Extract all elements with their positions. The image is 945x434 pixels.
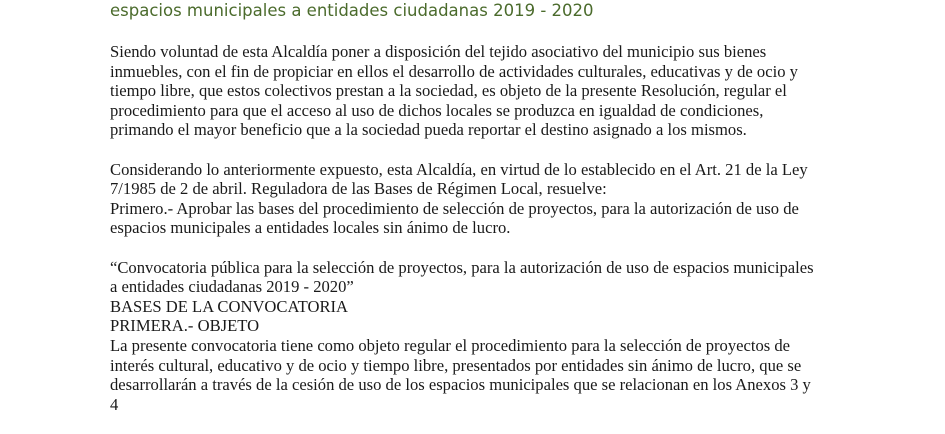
document-title <box>110 0 840 21</box>
text-line: interés cultural, educativo y de ocio y tiempo libre, presentados por entidades sin ánimo de lucro, que se <box>110 355 802 375</box>
text-line: 7/1985 de 2 de abril. Reguladora de las Bases de Régimen Local, resuelve: <box>110 179 607 199</box>
section-heading-bases: BASES DE LA CONVOCATORIA <box>110 296 349 316</box>
text-line: tiempo libre, que estos colectivos prestan a la sociedad, es objeto de la presente Resolución, regular el <box>110 81 787 101</box>
paragraph-resolution <box>110 160 840 238</box>
text-line: “Convocatoria pública para la selección de proyectos, para la autorización de uso de espacios municipales <box>110 257 814 277</box>
paragraph-intro <box>110 42 840 140</box>
text-line: inmuebles, con el fin de propiciar en ellos el desarrollo de actividades culturales, educativas y de ocio y <box>110 61 798 81</box>
text-line: procedimiento para que el acceso al uso de dichos locales se produzca en igualdad de condiciones, <box>110 100 764 120</box>
text-line: primando el mayor beneficio que a la sociedad pueda reportar el destino asignado a los mismos. <box>110 120 747 140</box>
text-line: Primero.- Aprobar las bases del procedimiento de selección de proyectos, para la autorización de uso de <box>110 198 799 218</box>
paragraph-bases <box>110 258 840 415</box>
text-line: espacios municipales a entidades locales sin ánimo de lucro. <box>110 218 511 238</box>
section-heading-objeto: PRIMERA.- OBJETO <box>110 316 260 336</box>
document-page <box>110 0 840 434</box>
title-line: espacios municipales a entidades ciudadanas 2019 - 2020 <box>110 1 594 20</box>
text-line: a entidades ciudadanas 2019 - 2020” <box>110 277 354 297</box>
text-line: desarrollarán a través de la cesión de uso de los espacios municipales que se relacionan en los Anexos 3 y <box>110 375 811 395</box>
text-line: La presente convocatoria tiene como objeto regular el procedimiento para la selección de proyectos de <box>110 335 791 355</box>
text-line: Considerando lo anteriormente expuesto, esta Alcaldía, en virtud de lo establecido en el Art. 21 de la Ley <box>110 159 808 179</box>
text-line: 4 <box>110 394 119 414</box>
text-line: Siendo voluntad de esta Alcaldía poner a disposición del tejido asociativo del municipio sus bienes <box>110 42 767 61</box>
